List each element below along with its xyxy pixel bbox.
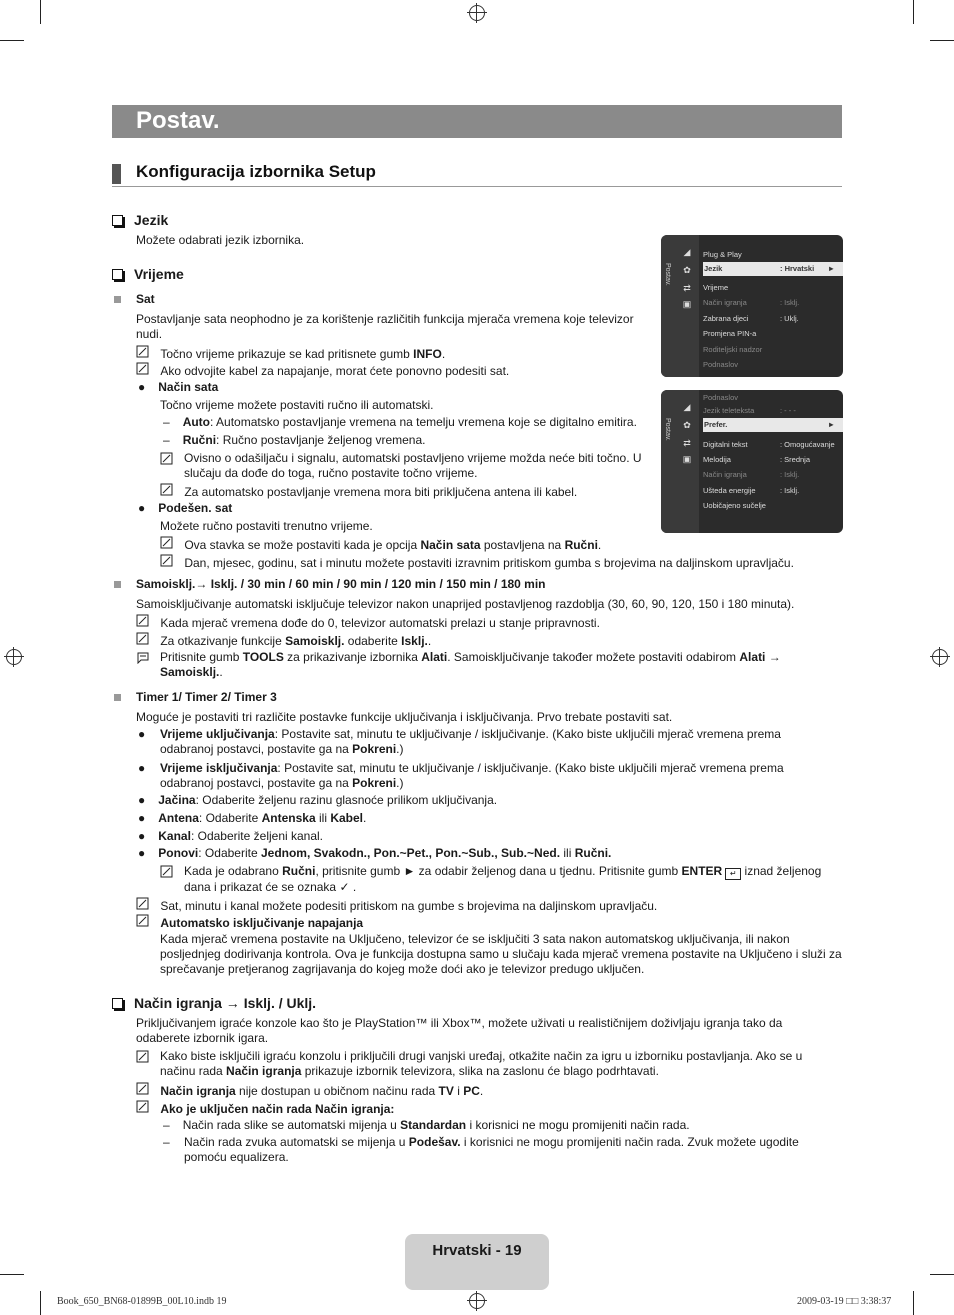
menu-item: Zabrana djeci : Uklj. — [703, 314, 799, 323]
note: Ovisno o odašiljaču i signalu, automatski postavljeno vrijeme možda neće biti točno. U slučaju da dođe do toga, ručno postavite točno vrijeme. — [160, 451, 650, 481]
menu-item: Vrijeme — [703, 283, 729, 292]
menu-item: Plug & Play — [703, 250, 742, 259]
checkmark-icon: ✓ — [339, 880, 350, 894]
timer-bullet: ● Kanal: Odaberite željeni kanal. — [138, 829, 324, 843]
square-bullet-icon — [114, 296, 121, 303]
registration-mark-icon — [469, 5, 485, 21]
note: Kada mjerač vremena dođe do 0, televizor automatski prelazi u stanje pripravnosti. — [136, 614, 600, 631]
menu-item: Promjena PIN-a — [703, 329, 757, 338]
note-icon — [136, 1082, 150, 1095]
note-icon — [136, 1050, 150, 1063]
menu-sidebar — [661, 390, 699, 533]
igranje-desc: Priključivanjem igraće konzole kao što je PlayStation™ ili Xbox™, možete uživati u realističnijem doživljaju igranja tako da odaberete izbornik igara. — [136, 1016, 783, 1045]
crop-mark — [913, 1291, 914, 1315]
setup-menu-screenshot — [661, 235, 843, 377]
note: Način igranja nije dostupan u običnom načinu rada TV i PC. — [136, 1082, 483, 1099]
note: Kada je odabrano Ručni, pritisnite gumb ► za odabir željenog dana u tjednu. Pritisnite gumb ENTER ↵ iznad željenog dana i prikazat će se oznaka ✓ . — [160, 864, 840, 895]
jezik-heading: Jezik — [112, 212, 168, 228]
menu-side-label: Postav. — [664, 263, 671, 286]
timer-desc: Moguće je postaviti tri različite postavke funkcije uključivanja i isključivanja. Prvo trebate postaviti sat. — [136, 710, 673, 724]
tools-icon — [136, 651, 150, 664]
picture-icon: ◢ — [683, 402, 691, 412]
square-bullet-icon — [114, 694, 121, 701]
input-icon: ⇄ — [683, 438, 691, 448]
page-number-tab — [405, 1234, 549, 1290]
timer-bullet: ● Vrijeme isključivanja: Postavite sat, minutu te uključivanje / isključivanje. (Kako biste uključili mjerač vremena prema odabranoj postavci, postavite ga na Pokreni.) — [138, 761, 784, 790]
timer-subheading: Timer 1/ Timer 2/ Timer 3 — [114, 690, 277, 705]
note-icon — [136, 345, 150, 358]
igranje-dash-item: – Način rada zvuka automatski se mijenja u Podešav. i korisnici ne mogu promijeniti način rada. Zvuk možete ugodite pomoću equalizera. — [163, 1135, 799, 1164]
support-icon: ▣ — [682, 454, 692, 464]
setup-menu-screenshot — [661, 390, 843, 533]
checkbox-bullet-icon — [112, 269, 123, 280]
menu-item: Roditeljski nadzor — [703, 345, 763, 354]
crop-mark — [0, 40, 24, 41]
file-info: Book_650_BN68-01899B_00L10.indb 19 — [57, 1296, 227, 1307]
menu-sidebar — [661, 235, 699, 377]
samoiskl-desc: Samoisključivanje automatski isključuje televizor nakon unaprijed postavljenog razdoblja (30, 60, 90, 120, 150 i 180 minuta). — [136, 597, 795, 611]
section-title: Konfiguracija izbornika Setup — [136, 162, 376, 181]
note-icon — [160, 554, 174, 567]
timer-bullet: ● Antena: Odaberite Antenska ili Kabel. — [138, 811, 367, 825]
nacin-sata-desc: Točno vrijeme možete postaviti ručno ili automatski. — [160, 398, 434, 412]
note: Točno vrijeme prikazuje se kad pritisnete gumb INFO. — [136, 345, 445, 362]
menu-item: Način igranja : Isklj. — [703, 298, 800, 307]
sat-desc: Postavljanje sata neophodno je za korištenje različitih funkcija mjerača vremena koje televizor nudi. — [136, 312, 634, 341]
vrijeme-heading: Vrijeme — [112, 266, 184, 282]
enter-icon: ↵ — [725, 868, 741, 880]
crop-mark — [40, 0, 41, 24]
rucni-item: – Ručni: Ručno postavljanje željenog vremena. — [163, 433, 426, 447]
menu-item: Digitalni tekst : Omogućavanje — [703, 440, 835, 449]
podesen-sat-bullet: ● Podešen. sat — [138, 501, 233, 515]
auto-power-off-desc: Kada mjerač vremena postavite na Uključeno, televizor će se isključiti 3 sata nakon automatskog uključivanja, ili nakon posljednjeg dodirivanja kontrola. Ova je funkcija dostupna samo u slučaju kada mjerač vremena postavite na Uključeno i služi za sprečavanje pretjeranog zagrijavanja do kojeg može doći ako je televizor predugo uključen. — [160, 932, 842, 976]
note-icon — [136, 1100, 150, 1113]
note: Za automatsko postavljanje vremena mora biti priključena antena ili kabel. — [160, 483, 577, 500]
crop-mark — [40, 1291, 41, 1315]
tools-note: Pritisnite gumb TOOLS za prikazivanje izbornika Alati. Samoisključivanje također možete postaviti odabirom Alati → Samoisklj.. — [136, 650, 816, 680]
igranje-heading: Način igranja → Isklj. / Uklj. — [112, 995, 316, 1011]
section-header — [112, 162, 842, 187]
page-title-bar — [112, 105, 842, 138]
samoiskl-subheading: Samoisklj.→ Isklj. / 30 min / 60 min / 90 min / 120 min / 150 min / 180 min — [114, 577, 546, 592]
menu-side-label: Postav. — [664, 418, 671, 441]
note-icon — [160, 865, 174, 878]
note-icon — [136, 632, 150, 645]
crop-mark — [0, 1274, 24, 1275]
jezik-desc: Možete odabrati jezik izbornika. — [136, 233, 305, 247]
nacin-sata-bullet: ● Način sata — [138, 380, 219, 394]
note-icon — [136, 914, 150, 927]
note: Automatsko isključivanje napajanja — [136, 914, 363, 931]
menu-item: Način igranja : Isklj. — [703, 470, 800, 479]
registration-mark-icon — [932, 649, 948, 665]
note: Sat, minutu i kanal možete podesiti pritiskom na gumbe s brojevima na daljinskom upravljaču. — [136, 897, 657, 914]
timer-bullet: ● Ponovi: Odaberite Jednom, Svakodn., Pon.~Pet., Pon.~Sub., Sub.~Ned. ili Ručni. — [138, 846, 612, 860]
section-marker — [112, 164, 121, 184]
note: Ako je uključen način rada Način igranja: — [136, 1100, 394, 1117]
setup-icon: ✿ — [683, 420, 691, 430]
note-icon — [136, 362, 150, 375]
menu-item-selected: Jezik : Hrvatski ► — [703, 262, 843, 276]
registration-mark-icon — [6, 649, 22, 665]
note-icon — [136, 614, 150, 627]
support-icon: ▣ — [682, 299, 692, 309]
note: Ako odvojite kabel za napajanje, morat ćete ponovno podesiti sat. — [136, 362, 509, 379]
checkbox-bullet-icon — [112, 215, 123, 226]
note: Ova stavka se može postaviti kada je opcija Način sata postavljena na Ručni. — [160, 536, 601, 553]
menu-item: Ušteda energije : Isklj. — [703, 486, 800, 495]
crop-mark — [930, 40, 954, 41]
menu-item: Podnaslov — [703, 360, 739, 369]
crop-mark — [930, 1274, 954, 1275]
menu-item-selected: Prefer. ► — [703, 418, 843, 432]
menu-item: Uobičajeno sučelje — [703, 501, 766, 510]
note: Dan, mjesec, godinu, sat i minutu možete postaviti izravnim pritiskom gumba s brojevima na daljinskom upravljaču. — [160, 554, 794, 571]
input-icon: ⇄ — [683, 283, 691, 293]
sat-subheading: Sat — [114, 292, 155, 307]
menu-item: Podnaslov — [703, 393, 739, 402]
print-date: 2009-03-19 □□ 3:38:37 — [797, 1296, 892, 1307]
picture-icon: ◢ — [683, 247, 691, 257]
note: Za otkazivanje funkcije Samoisklj. odaberite Isklj.. — [136, 632, 431, 649]
auto-item: – Auto: Automatsko postavljanje vremena na temelju vremena koje se digitalno emitira. — [163, 415, 637, 429]
crop-mark — [913, 0, 914, 24]
timer-bullet: ● Vrijeme uključivanja: Postavite sat, minutu te uključivanje / isključivanje. (Kako biste uključili mjerač vremena prema odabranoj postavci, postavite ga na Pokreni.) — [138, 727, 781, 756]
page-number: Hrvatski - 19 — [432, 1242, 522, 1259]
podesen-sat-desc: Možete ručno postaviti trenutno vrijeme. — [160, 519, 373, 533]
square-bullet-icon — [114, 581, 121, 588]
note-icon — [160, 452, 174, 465]
timer-bullet: ● Jačina: Odaberite željenu razinu glasnoće prilikom uključivanja. — [138, 793, 498, 807]
igranje-dash-item: – Način rada slike se automatski mijenja u Standardan i korisnici ne mogu promijeniti način rada. — [163, 1118, 690, 1132]
note-icon — [136, 897, 150, 910]
note-icon — [160, 483, 174, 496]
registration-mark-icon — [469, 1293, 485, 1309]
menu-item: Melodija : Srednja — [703, 455, 811, 464]
note: Kako biste isključili igraću konzolu i priključili drugi vanjski uređaj, otkažite način za igru u izborniku postavljanja. Ako se u načinu rada Način igranja prikazuje izbornik televizora, slika na zaslonu će blago podrhtavati. — [136, 1049, 836, 1079]
menu-item: Jezik teleteksta : - - - — [703, 406, 796, 415]
note-icon — [160, 536, 174, 549]
checkbox-bullet-icon — [112, 998, 123, 1009]
page-title: Postav. — [136, 107, 220, 134]
setup-icon: ✿ — [683, 265, 691, 275]
